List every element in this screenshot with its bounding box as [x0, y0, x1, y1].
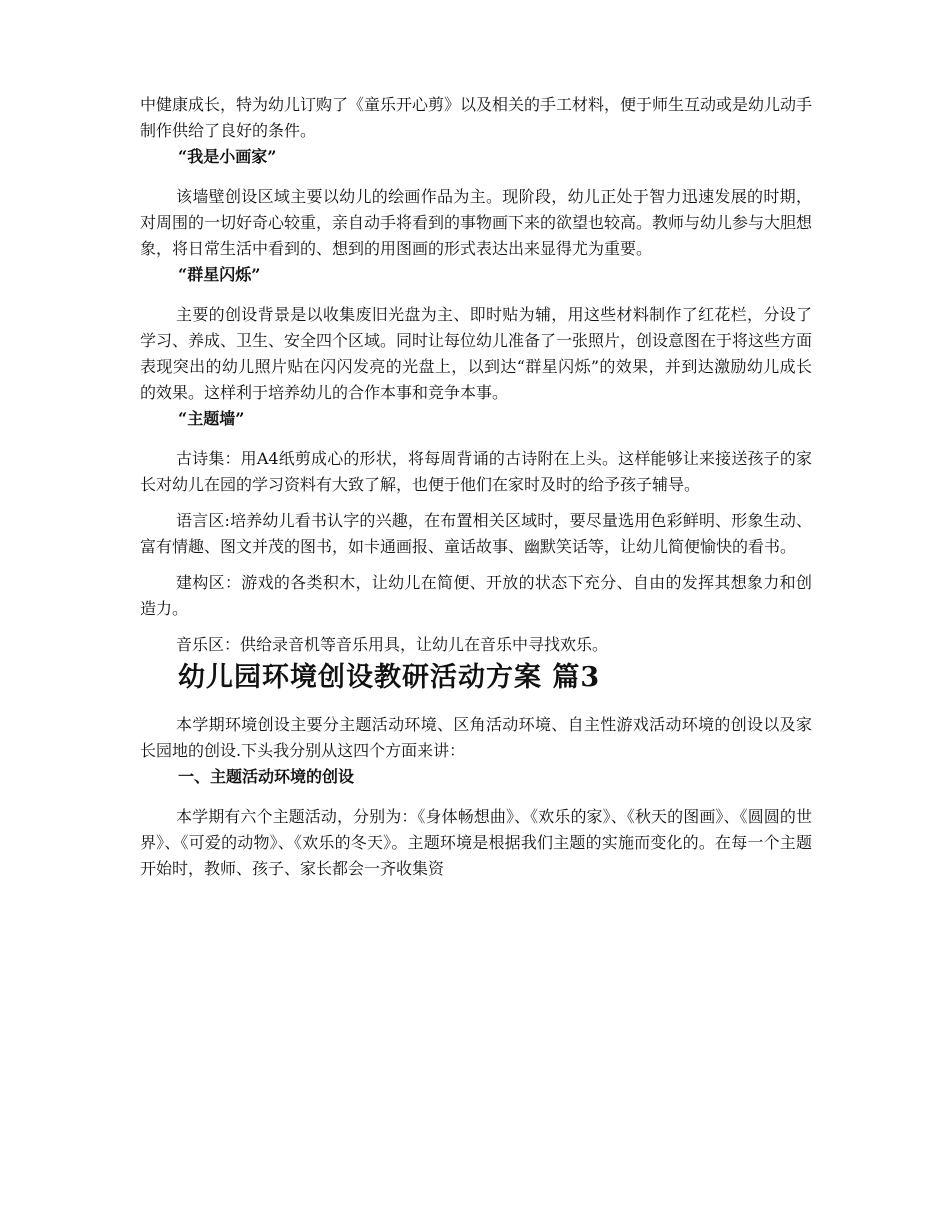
music-area-paragraph: 音乐区：供给录音机等音乐用具，让幼儿在音乐中寻找欢乐。 — [176, 635, 609, 654]
section-heading-theme-wall: “主题墙” — [178, 409, 245, 428]
section-heading-theme-environment: 一、主题活动环境的创设 — [178, 767, 355, 786]
stars-paragraph: 主要的创设背景是以收集废旧光盘为主、即时贴为辅，用这些材料制作了红花栏，分设了学习、养成、卫生、安全四个区域。同时让每位幼儿准备了一张照片，创设意图在于将这些方面表现突出的幼儿照片贴在闪闪发亮的光盘上，以到达“群星闪烁”的效果，并到达激励幼儿成长的效果。这样利于培养幼儿的合作本事和竞争本事。 — [140, 305, 813, 402]
intro-paragraph: 中健康成长，特为幼儿订购了《童乐开心剪》以及相关的手工材料，便于师生互动或是幼儿动手制作供给了良好的条件。 — [140, 95, 813, 140]
part3-intro-paragraph: 本学期环境创设主要分主题活动环境、区角活动环境、自主性游戏活动环境的创设以及家长园地的创设.下头我分别从这四个方面来讲： — [140, 715, 812, 760]
painter-paragraph: 该墙壁创设区域主要以幼儿的绘画作品为主。现阶段，幼儿正处于智力迅速发展的时期，对周围的一切好奇心较重，亲自动手将看到的事物画下来的欲望也较高。教师与幼儿参与大胆想象，将日常生活中看到的、想到的用图画的形式表达出来显得尤为重要。 — [140, 187, 813, 258]
theme-environment-paragraph: 本学期有六个主题活动，分别为：《身体畅想曲》、《欢乐的家》、《秋天的图画》、《圆圆的世界》、《可爱的动物》、《欢乐的冬天》。主题环境是根据我们主题的实施而变化的。在每一个主题开始时，教师、孩子、家长都会一齐收集资 — [140, 807, 812, 878]
part3-title: 幼儿园环境创设教研活动方案 篇3 — [178, 662, 601, 693]
poem-paragraph: 古诗集：用A4纸剪成心的形状，将每周背诵的古诗附在上头。这样能够让来接送孩子的家长对幼儿在园的学习资料有大致了解，也便于他们在家时及时的给予孩子辅导。 — [140, 449, 812, 494]
building-area-paragraph: 建构区：游戏的各类积木，让幼儿在简便、开放的状态下充分、自由的发挥其想象力和创造力。 — [140, 573, 812, 618]
document-body — [140, 92, 812, 882]
language-area-paragraph: 语言区:培养幼儿看书认字的兴趣，在布置相关区域时，要尽量选用色彩鲜明、形象生动、富有情趣、图文并茂的图书，如卡通画报、童话故事、幽默笑话等，让幼儿简便愉快的看书。 — [140, 511, 812, 556]
section-heading-stars: “群星闪烁” — [178, 265, 261, 284]
section-heading-painter: “我是小画家” — [178, 147, 277, 166]
